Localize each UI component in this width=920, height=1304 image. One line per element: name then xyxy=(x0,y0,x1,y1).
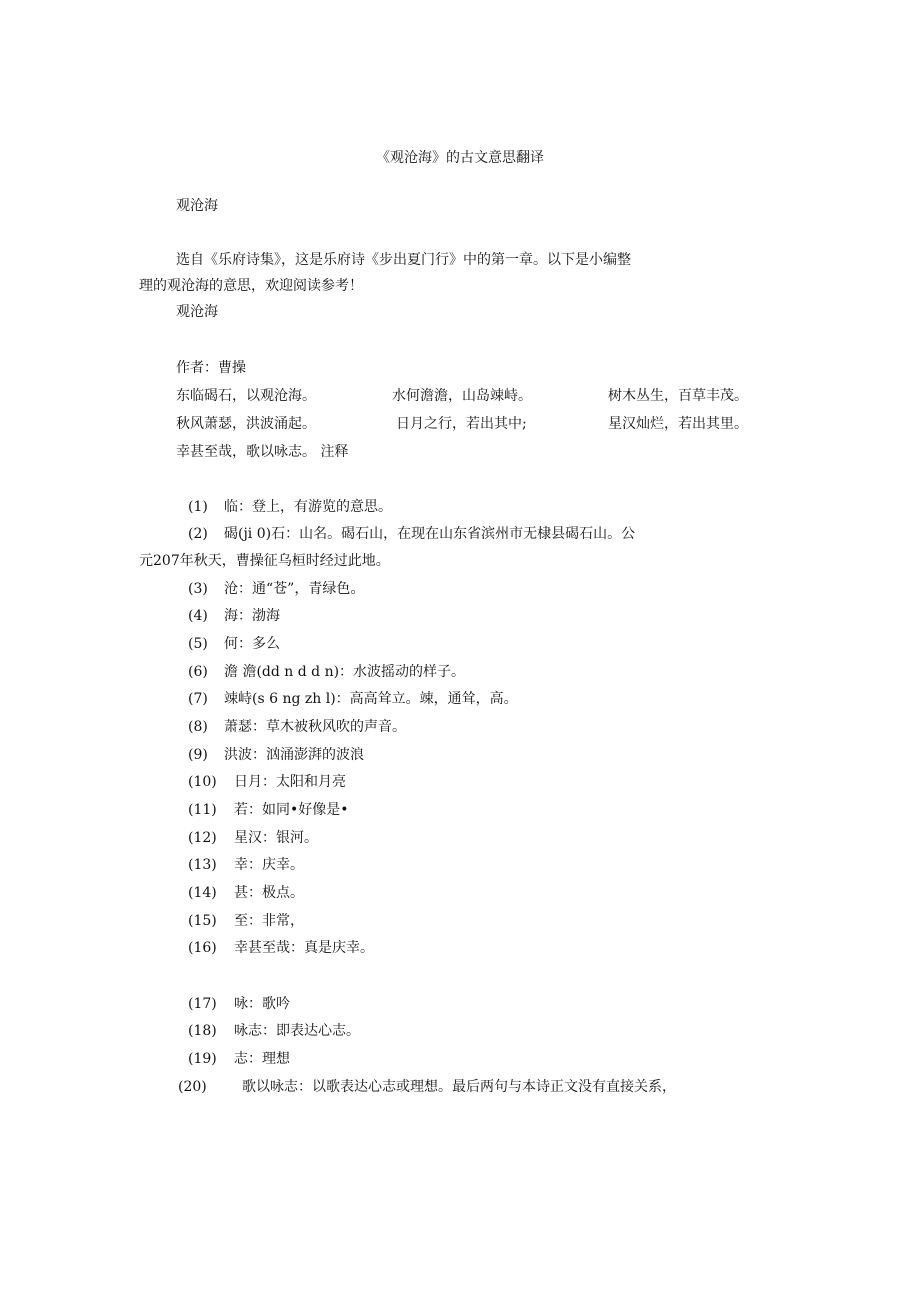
note-item xyxy=(188,745,364,765)
note-item xyxy=(188,1049,290,1069)
note-item xyxy=(188,717,406,737)
intro-paragraph-line-1: 选自《乐府诗集》，这是乐府诗《步出夏门行》中的第一章。以下是小编整 xyxy=(176,252,631,268)
note-number: (19) xyxy=(188,1051,217,1067)
note-text: 日月：太阳和月亮 xyxy=(234,774,346,790)
note-number: (18) xyxy=(188,1023,217,1039)
note-number: (11) xyxy=(188,802,217,818)
note-number: (12) xyxy=(188,830,217,846)
note-text: 元207年秋天，曹操征乌桓时经过此地。 xyxy=(139,553,390,569)
poem-verse: 秋风萧瑟，洪波涌起。 xyxy=(176,416,316,432)
poem-title: 观沧海 xyxy=(176,304,218,320)
note-item xyxy=(188,855,304,875)
note-text: 至：非常， xyxy=(234,913,304,929)
note-item xyxy=(188,994,290,1014)
note-number: (2) xyxy=(188,526,208,542)
note-text: 歌以咏志：以歌表达心志或理想。最后两句与本诗正文没有直接关系， xyxy=(242,1079,676,1095)
note-text: 甚：极点。 xyxy=(234,885,304,901)
note-item xyxy=(188,579,364,599)
note-text: 海：渤海 xyxy=(224,608,280,624)
note-text: 咏志：即表达心志。 xyxy=(234,1023,360,1039)
note-number: (6) xyxy=(188,664,208,680)
section-heading: 观沧海 xyxy=(176,198,218,214)
note-item xyxy=(188,772,346,792)
note-number: (7) xyxy=(188,691,208,707)
poem-verse: 水何澹澹，山岛竦峙。 xyxy=(392,388,532,404)
note-item xyxy=(188,883,304,903)
note-item xyxy=(188,606,280,626)
note-text: 咏：歌吟 xyxy=(234,996,290,1012)
note-number: (13) xyxy=(188,857,217,873)
note-item xyxy=(188,662,465,682)
note-text: 何：多么 xyxy=(224,636,280,652)
note-item xyxy=(188,828,318,848)
poem-last-line: 幸甚至哉，歌以咏志。 注释 xyxy=(176,444,349,460)
note-text: 临：登上，有游览的意思。 xyxy=(224,499,392,515)
note-number: (16) xyxy=(188,940,217,956)
note-text: 幸甚至哉：真是庆幸。 xyxy=(234,940,374,956)
note-text: 星汉：银河。 xyxy=(234,830,318,846)
poem-verse: 东临碣石，以观沧海。 xyxy=(176,388,316,404)
note-number: (4) xyxy=(188,608,208,624)
note-number: (14) xyxy=(188,885,217,901)
note-item xyxy=(188,634,280,654)
note-number: (5) xyxy=(188,636,208,652)
note-continuation xyxy=(139,551,390,571)
note-number: (10) xyxy=(188,774,217,790)
note-item xyxy=(178,1077,676,1097)
note-item xyxy=(188,938,374,958)
note-item xyxy=(188,689,518,709)
document-title: 《观沧海》的古文意思翻译 xyxy=(376,150,544,166)
note-number: (8) xyxy=(188,719,208,735)
note-number: (9) xyxy=(188,747,208,763)
note-item xyxy=(188,800,349,820)
poem-verse: 日月之行，若出其中; xyxy=(396,416,527,432)
note-item xyxy=(188,911,304,931)
note-text: 幸：庆幸。 xyxy=(234,857,304,873)
note-item xyxy=(188,1021,360,1041)
note-number: (15) xyxy=(188,913,217,929)
note-text: 萧瑟：草木被秋风吹的声音。 xyxy=(224,719,406,735)
note-number: (1) xyxy=(188,499,208,515)
note-number: (20) xyxy=(178,1079,207,1095)
note-text: 沧：通“苍”，青绿色。 xyxy=(224,581,365,597)
note-number: (3) xyxy=(188,581,208,597)
note-text: 洪波：汹涌澎湃的波浪 xyxy=(224,747,364,763)
note-text: 澹 澹(dd n d d n)：水波摇动的样子。 xyxy=(224,664,466,680)
intro-paragraph-line-2: 理的观沧海的意思，欢迎阅读参考！ xyxy=(139,278,363,294)
note-number: (17) xyxy=(188,996,217,1012)
note-item xyxy=(188,524,635,544)
note-text: 竦峙(s 6 ng zh l)：高高耸立。竦，通耸，高。 xyxy=(224,691,518,707)
note-text: 碣(ji 0)石：山名。碣石山，在现在山东省滨州市无棣县碣石山。公 xyxy=(224,526,636,542)
poem-author: 作者：曹操 xyxy=(176,360,246,376)
note-text: 志：理想 xyxy=(234,1051,290,1067)
note-text: 若：如同•好像是• xyxy=(234,802,349,818)
poem-verse: 星汉灿烂，若出其里。 xyxy=(608,416,748,432)
poem-verse: 树木丛生，百草丰茂。 xyxy=(608,388,748,404)
note-item xyxy=(188,497,392,517)
